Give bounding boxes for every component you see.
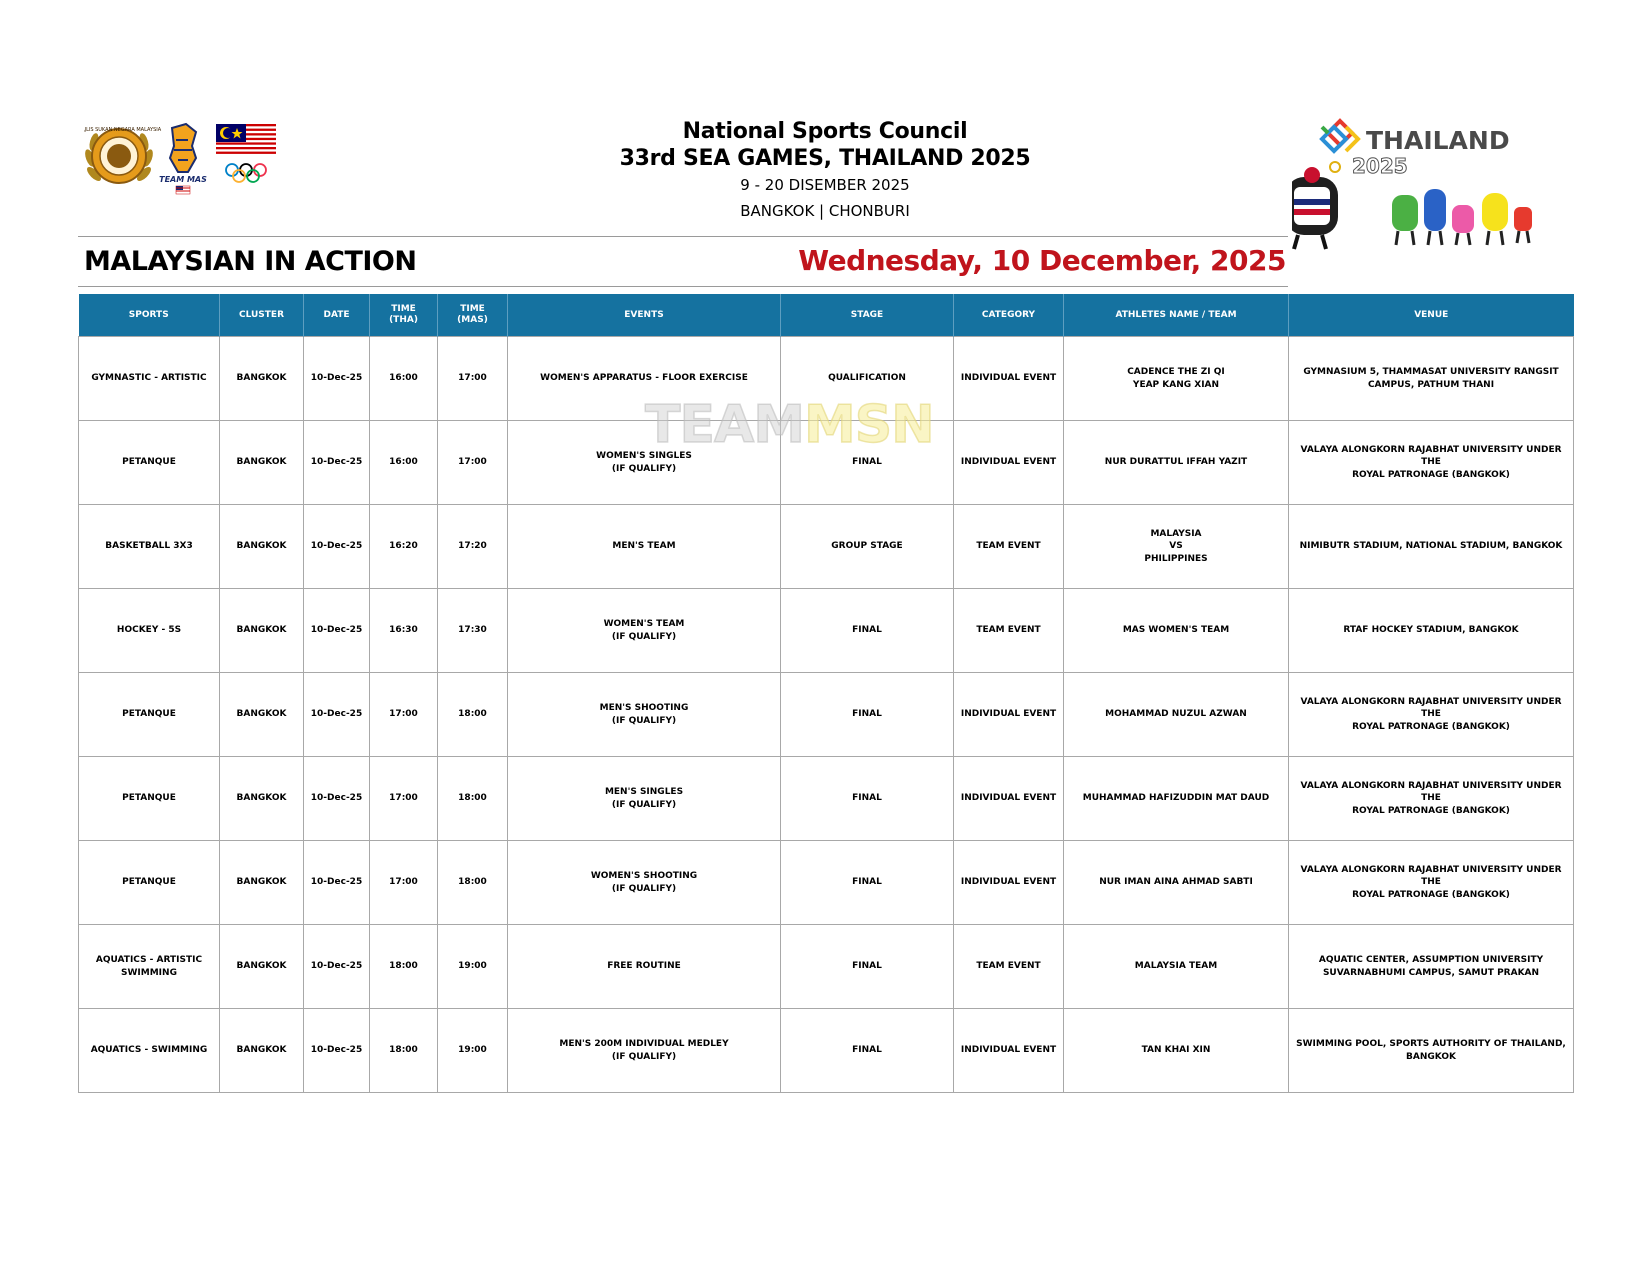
cell-line: BASKETBALL 3X3 <box>105 541 193 552</box>
cell-time-mas <box>438 925 508 1009</box>
host-cities: BANGKOK | CHONBURI <box>740 202 910 220</box>
cell-venue <box>1289 1009 1574 1093</box>
cell-line: ROYAL PATRONAGE (BANGKOK) <box>1352 805 1510 816</box>
cell-line: 10-Dec-25 <box>310 793 363 804</box>
cell-line: MEN'S 200M INDIVIDUAL MEDLEY <box>559 1039 729 1049</box>
cell-line: TAN KHAI XIN <box>1141 1045 1211 1056</box>
cell-date <box>304 505 370 589</box>
cell-line: 17:00 <box>389 877 418 888</box>
cell-line: ROYAL PATRONAGE (BANGKOK) <box>1352 889 1510 900</box>
cell-sports <box>79 1009 220 1093</box>
table-row <box>79 1009 1574 1093</box>
cell-line: VS <box>1169 541 1183 552</box>
schedule-date: Wednesday, 10 December, 2025 <box>798 244 1286 277</box>
column-header-date <box>304 294 370 337</box>
cell-events <box>508 673 781 757</box>
cell-line: 17:20 <box>458 541 487 552</box>
cell-venue <box>1289 925 1574 1009</box>
thailand-2025-logo <box>1292 115 1582 255</box>
cell-venue <box>1289 589 1574 673</box>
cell-line: 16:30 <box>389 625 418 636</box>
cell-line: 18:00 <box>458 877 487 888</box>
cell-athletes <box>1064 421 1289 505</box>
watermark: TEAMMSN <box>645 395 934 455</box>
column-header-venue <box>1289 294 1574 337</box>
cell-line: (IF QUALIFY) <box>611 883 677 894</box>
cell-line: WOMEN'S SHOOTING <box>590 871 698 881</box>
table-row <box>79 757 1574 841</box>
cell-line: (THA) <box>389 315 418 325</box>
cell-line: WOMEN'S TEAM <box>603 619 685 629</box>
cell-line: TEAM EVENT <box>976 625 1041 636</box>
cell-line: YEAP KANG XIAN <box>1132 379 1220 390</box>
olympic-rings-icon <box>226 164 266 182</box>
cell-time-tha <box>370 841 438 925</box>
games-title: 33rd SEA GAMES, THAILAND 2025 <box>619 146 1031 171</box>
cell-line: 16:00 <box>389 457 418 468</box>
cell-line: 17:00 <box>458 373 487 384</box>
svg-text:2025: 2025 <box>1352 154 1408 178</box>
cell-line: INDIVIDUAL EVENT <box>960 373 1057 384</box>
cell-line: 16:00 <box>389 373 418 384</box>
cell-venue <box>1289 673 1574 757</box>
cell-time-tha <box>370 1009 438 1093</box>
cell-line: 17:30 <box>458 625 487 636</box>
cell-date <box>304 589 370 673</box>
cell-line: MAS WOMEN'S TEAM <box>1122 625 1230 636</box>
msn-emblem-icon <box>84 118 284 198</box>
cell-line: ATHLETES NAME / TEAM <box>1115 309 1237 320</box>
cell-line: 10-Dec-25 <box>310 541 363 552</box>
cell-line: 10-Dec-25 <box>310 709 363 720</box>
cell-cluster <box>220 505 304 589</box>
cell-athletes <box>1064 757 1289 841</box>
cell-line: BANGKOK <box>236 793 287 804</box>
cell-date <box>304 421 370 505</box>
cell-line: SWIMMING POOL, SPORTS AUTHORITY OF THAILAND, <box>1296 1039 1566 1049</box>
cell-sports <box>79 841 220 925</box>
cell-category <box>954 505 1064 589</box>
cell-time-mas <box>438 337 508 421</box>
cell-line: MUHAMMAD HAFIZUDDIN MAT DAUD <box>1082 793 1270 804</box>
cell-line: (MAS) <box>457 315 488 325</box>
column-header-sports <box>79 294 220 337</box>
cell-line: 17:00 <box>389 793 418 804</box>
cell-stage <box>781 757 954 841</box>
cell-sports <box>79 589 220 673</box>
cell-time-tha <box>370 925 438 1009</box>
cell-time-mas <box>438 505 508 589</box>
cell-line: SPORTS <box>128 309 169 320</box>
cell-line: PETANQUE <box>122 793 176 804</box>
cell-sports <box>79 421 220 505</box>
org-name: National Sports Council <box>682 119 968 144</box>
cell-line: CATEGORY <box>981 309 1036 320</box>
cell-time-mas <box>438 841 508 925</box>
cell-athletes <box>1064 1009 1289 1093</box>
cell-line: (IF QUALIFY) <box>611 631 677 642</box>
cell-line: CLUSTER <box>238 309 285 320</box>
cell-line: NUR IMAN AINA AHMAD SABTI <box>1099 877 1253 888</box>
column-header-time-mas <box>438 294 508 337</box>
cell-line: NUR DURATTUL IFFAH YAZIT <box>1104 457 1248 468</box>
cell-line: PHILIPPINES <box>1144 553 1208 564</box>
section-title: MALAYSIAN IN ACTION <box>84 246 417 277</box>
cell-events <box>508 589 781 673</box>
cell-stage <box>781 337 954 421</box>
games-dates: 9 - 20 DISEMBER 2025 <box>740 176 910 194</box>
column-header-athletes <box>1064 294 1289 337</box>
cell-athletes <box>1064 841 1289 925</box>
cell-line: (IF QUALIFY) <box>611 463 677 474</box>
table-row <box>79 337 1574 421</box>
cell-line: 18:00 <box>389 961 418 972</box>
cell-line: 18:00 <box>458 709 487 720</box>
cell-line: TIME <box>460 304 485 314</box>
cell-events <box>508 1009 781 1093</box>
cell-line: INDIVIDUAL EVENT <box>960 877 1057 888</box>
cell-events <box>508 757 781 841</box>
cell-venue <box>1289 421 1574 505</box>
cell-line: FINAL <box>852 457 882 468</box>
cell-category <box>954 1009 1064 1093</box>
table-body <box>79 337 1574 1093</box>
cell-line: BANGKOK <box>236 457 287 468</box>
column-header-time-tha <box>370 294 438 337</box>
cell-category <box>954 841 1064 925</box>
cell-line: FINAL <box>852 961 882 972</box>
cell-line: 19:00 <box>458 1045 487 1056</box>
cell-line: (IF QUALIFY) <box>611 715 677 726</box>
cell-line: ROYAL PATRONAGE (BANGKOK) <box>1352 721 1510 732</box>
team-mas-logo-icon <box>159 124 207 194</box>
table-row <box>79 505 1574 589</box>
cell-time-mas <box>438 1009 508 1093</box>
malaysia-flag-icon <box>216 124 276 156</box>
cell-events <box>508 337 781 421</box>
cell-stage <box>781 1009 954 1093</box>
cell-line: PETANQUE <box>122 877 176 888</box>
cell-line: CADENCE THE ZI QI <box>1127 367 1225 377</box>
cell-line: NIMIBUTR STADIUM, NATIONAL STADIUM, BANGKOK <box>1299 541 1563 552</box>
cell-line: GYMNASTIC - ARTISTIC <box>91 373 207 384</box>
cell-line: (IF QUALIFY) <box>611 1051 677 1062</box>
header-rule-bottom <box>78 286 1288 287</box>
cell-stage <box>781 421 954 505</box>
svg-text:TEAM MAS: TEAM MAS <box>159 175 207 184</box>
cell-category <box>954 589 1064 673</box>
sea-games-mascots-icon <box>1292 115 1582 255</box>
cell-time-tha <box>370 337 438 421</box>
cell-line: PETANQUE <box>122 709 176 720</box>
table-header-row <box>79 294 1574 337</box>
cell-line: AQUATIC CENTER, ASSUMPTION UNIVERSITY <box>1318 955 1544 965</box>
cell-line: FINAL <box>852 709 882 720</box>
cell-line: GROUP STAGE <box>831 541 903 552</box>
cell-category <box>954 421 1064 505</box>
cell-line: 17:00 <box>458 457 487 468</box>
cell-line: PETANQUE <box>122 457 176 468</box>
cell-line: (IF QUALIFY) <box>611 799 677 810</box>
cell-line: FINAL <box>852 793 882 804</box>
cell-line: TEAM EVENT <box>976 961 1041 972</box>
cell-venue <box>1289 757 1574 841</box>
cell-sports <box>79 757 220 841</box>
table-row <box>79 673 1574 757</box>
cell-line: STAGE <box>850 309 884 320</box>
cell-line: SUVARNABHUMI CAMPUS, SAMUT PRAKAN <box>1322 967 1540 978</box>
cell-line: BANGKOK <box>236 961 287 972</box>
cell-time-tha <box>370 421 438 505</box>
cell-stage <box>781 673 954 757</box>
cell-category <box>954 925 1064 1009</box>
cell-line: AQUATICS - SWIMMING <box>90 1045 208 1056</box>
cell-cluster <box>220 757 304 841</box>
cell-line: BANGKOK <box>236 877 287 888</box>
cell-venue <box>1289 337 1574 421</box>
cell-line: 10-Dec-25 <box>310 877 363 888</box>
table-row <box>79 589 1574 673</box>
document-header <box>560 118 1090 222</box>
cell-date <box>304 757 370 841</box>
cell-line: MALAYSIA <box>1150 528 1202 539</box>
cell-athletes <box>1064 925 1289 1009</box>
svg-text:THAILAND: THAILAND <box>1366 126 1510 155</box>
cell-cluster <box>220 841 304 925</box>
table-row <box>79 841 1574 925</box>
cell-line: MALAYSIA TEAM <box>1134 961 1218 972</box>
cell-category <box>954 673 1064 757</box>
cell-line: CAMPUS, PATHUM THANI <box>1367 379 1495 390</box>
cell-date <box>304 841 370 925</box>
cell-line: VALAYA ALONGKORN RAJABHAT UNIVERSITY UNDER THE <box>1300 696 1562 720</box>
cell-line: WOMEN'S SINGLES <box>596 451 692 461</box>
cell-events <box>508 421 781 505</box>
cell-line: 10-Dec-25 <box>310 457 363 468</box>
cell-line: HOCKEY - 5S <box>116 625 182 636</box>
cell-line: FINAL <box>852 625 882 636</box>
cell-line: BANGKOK <box>236 373 287 384</box>
cell-date <box>304 1009 370 1093</box>
cell-line: TEAM EVENT <box>976 541 1041 552</box>
table-row <box>79 925 1574 1009</box>
cell-time-tha <box>370 505 438 589</box>
cell-venue <box>1289 505 1574 589</box>
cell-cluster <box>220 925 304 1009</box>
cell-time-tha <box>370 757 438 841</box>
cell-line: AQUATICS - ARTISTIC <box>95 955 203 965</box>
svg-text:MAJLIS SUKAN NEGARA MALAYSIA: MAJLIS SUKAN NEGARA MALAYSIA <box>84 127 162 133</box>
cell-cluster <box>220 1009 304 1093</box>
cell-stage <box>781 505 954 589</box>
cell-sports <box>79 925 220 1009</box>
cell-line: 17:00 <box>389 709 418 720</box>
cell-line: TIME <box>391 304 416 314</box>
cell-date <box>304 337 370 421</box>
column-header-events <box>508 294 781 337</box>
cell-line: 10-Dec-25 <box>310 625 363 636</box>
cell-line: INDIVIDUAL EVENT <box>960 793 1057 804</box>
header-rule-top <box>78 236 1288 237</box>
cell-line: VALAYA ALONGKORN RAJABHAT UNIVERSITY UNDER THE <box>1300 444 1562 468</box>
cell-line: BANGKOK <box>1406 1051 1456 1062</box>
cell-time-mas <box>438 757 508 841</box>
cell-line: ROYAL PATRONAGE (BANGKOK) <box>1352 469 1510 480</box>
cell-venue <box>1289 841 1574 925</box>
cell-time-tha <box>370 589 438 673</box>
cell-athletes <box>1064 673 1289 757</box>
cell-line: GYMNASIUM 5, THAMMASAT UNIVERSITY RANGSIT <box>1303 367 1559 377</box>
cell-line: WOMEN'S APPARATUS - FLOOR EXERCISE <box>540 373 748 384</box>
cell-line: SWIMMING <box>121 967 177 978</box>
cell-line: VENUE <box>1414 309 1449 320</box>
cell-line: MEN'S SINGLES <box>604 787 684 797</box>
cell-line: FINAL <box>852 877 882 888</box>
cell-time-mas <box>438 589 508 673</box>
cell-date <box>304 925 370 1009</box>
cell-line: 10-Dec-25 <box>310 961 363 972</box>
table-row <box>79 421 1574 505</box>
cell-line: BANGKOK <box>236 625 287 636</box>
cell-line: RTAF HOCKEY STADIUM, BANGKOK <box>1343 625 1519 636</box>
cell-athletes <box>1064 337 1289 421</box>
left-logos <box>84 118 284 198</box>
cell-sports <box>79 337 220 421</box>
cell-line: MOHAMMAD NUZUL AZWAN <box>1105 709 1247 720</box>
cell-cluster <box>220 337 304 421</box>
cell-line: INDIVIDUAL EVENT <box>960 1045 1057 1056</box>
cell-cluster <box>220 421 304 505</box>
column-header-stage <box>781 294 954 337</box>
cell-sports <box>79 673 220 757</box>
cell-line: EVENTS <box>624 309 664 320</box>
cell-line: INDIVIDUAL EVENT <box>960 709 1057 720</box>
cell-line: 10-Dec-25 <box>310 373 363 384</box>
cell-line: DATE <box>323 309 350 320</box>
cell-cluster <box>220 589 304 673</box>
cell-line: BANGKOK <box>236 541 287 552</box>
cell-line: 18:00 <box>458 793 487 804</box>
cell-line: VALAYA ALONGKORN RAJABHAT UNIVERSITY UNDER THE <box>1300 780 1562 804</box>
cell-stage <box>781 589 954 673</box>
cell-category <box>954 757 1064 841</box>
cell-time-mas <box>438 673 508 757</box>
cell-time-mas <box>438 421 508 505</box>
cell-cluster <box>220 673 304 757</box>
cell-line: 19:00 <box>458 961 487 972</box>
cell-line: BANGKOK <box>236 709 287 720</box>
cell-athletes <box>1064 589 1289 673</box>
cell-line: FREE ROUTINE <box>607 961 681 972</box>
cell-events <box>508 505 781 589</box>
cell-stage <box>781 925 954 1009</box>
cell-line: MEN'S TEAM <box>612 541 676 552</box>
cell-line: BANGKOK <box>236 1045 287 1056</box>
cell-events <box>508 925 781 1009</box>
column-header-category <box>954 294 1064 337</box>
cell-line: FINAL <box>852 1045 882 1056</box>
cell-line: VALAYA ALONGKORN RAJABHAT UNIVERSITY UNDER THE <box>1300 864 1562 888</box>
column-header-cluster <box>220 294 304 337</box>
cell-line: 18:00 <box>389 1045 418 1056</box>
cell-stage <box>781 841 954 925</box>
cell-line: INDIVIDUAL EVENT <box>960 457 1057 468</box>
cell-line: QUALIFICATION <box>828 373 906 384</box>
schedule-table <box>78 294 1574 1093</box>
cell-category <box>954 337 1064 421</box>
cell-date <box>304 673 370 757</box>
cell-line: 16:20 <box>389 541 418 552</box>
cell-athletes <box>1064 505 1289 589</box>
cell-line: MEN'S SHOOTING <box>599 703 689 713</box>
cell-sports <box>79 505 220 589</box>
cell-time-tha <box>370 673 438 757</box>
cell-line: 10-Dec-25 <box>310 1045 363 1056</box>
cell-events <box>508 841 781 925</box>
